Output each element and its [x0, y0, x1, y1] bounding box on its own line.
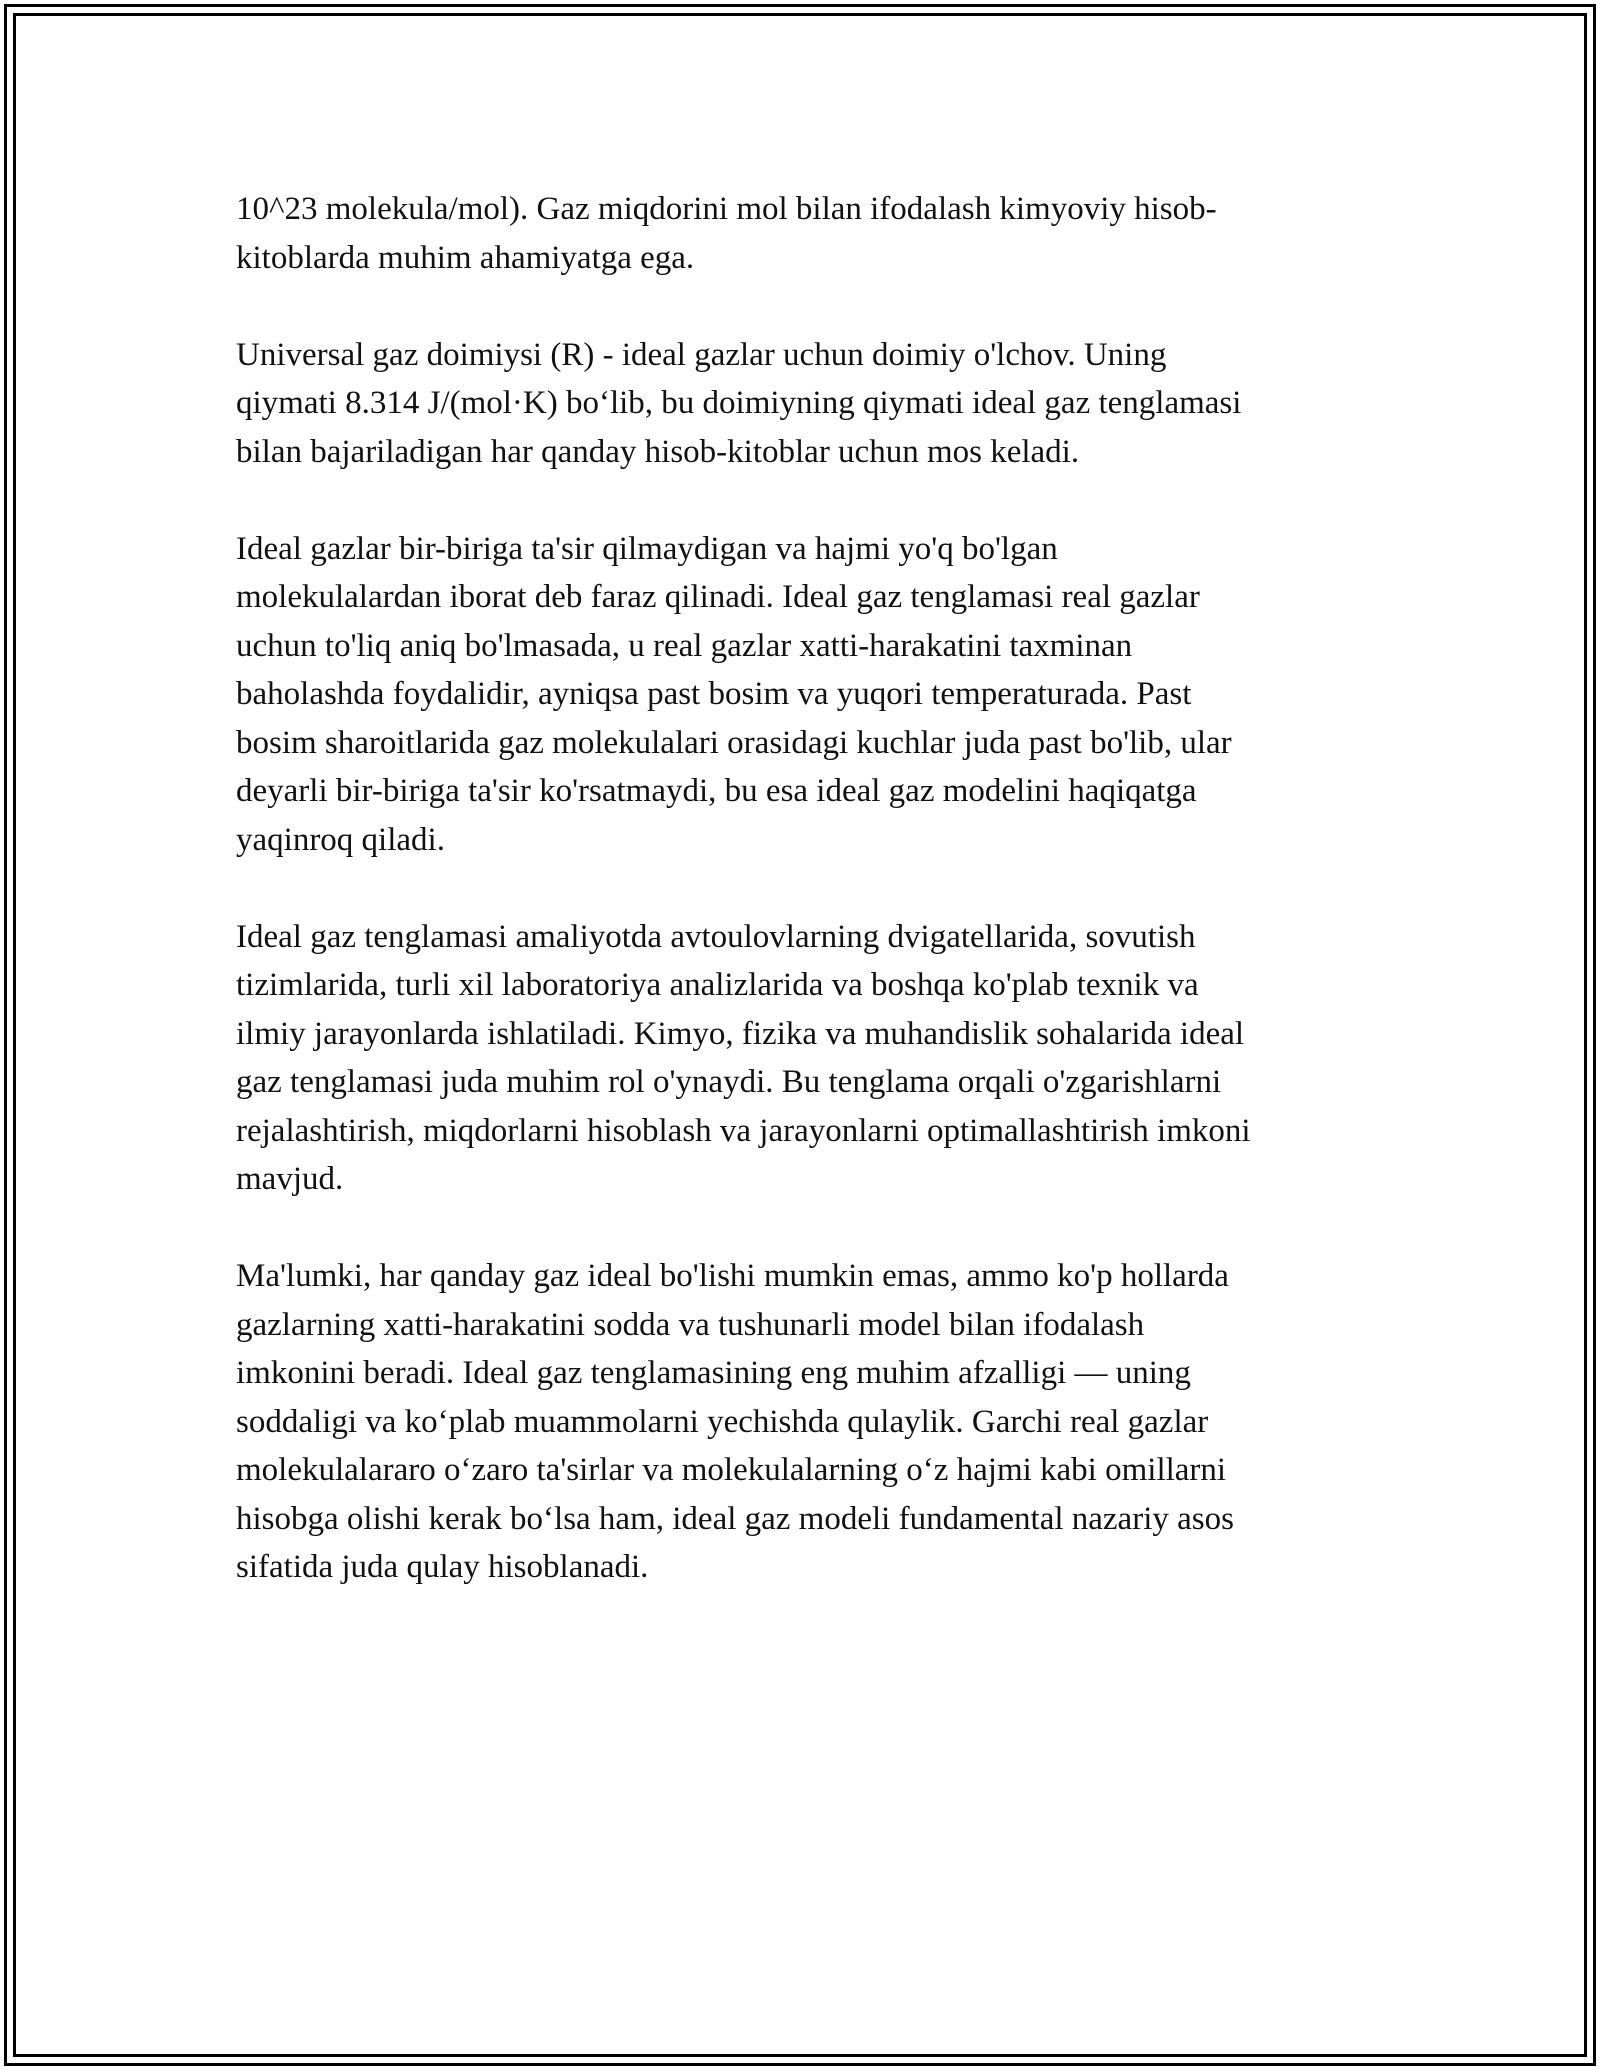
- paragraph-mol-definition: 10^23 molekula/mol). Gaz miqdorini mol bilan ifodalash kimyoviy hisob- kitoblarda muhim ahamiyatga ega.: [236, 191, 1217, 276]
- paragraph-gas-constant: Universal gaz doimiysi (R) - ideal gazlar uchun doimiy o'lchov. Uning qiymati 8.314 J/(mol·K) bo‘lib, bu doimiyning qiymati ideal gaz tenglamasi bilan bajariladigan har qanday hisob-kitoblar uchun mos keladi.: [236, 336, 1242, 470]
- paragraph-ideal-gas-assumptions: Ideal gazlar bir-biriga ta'sir qilmaydigan va hajmi yo'q bo'lgan molekulalardan iborat deb faraz qilinadi. Ideal gaz tenglamasi real gazlar uchun to'liq aniq bo'lmasada, u real gazlar xatti-harakatini taxminan baholashda foydalidir, ayniqsa past bosim va yuqori temperaturada. Past bosim sharoitlarida gaz molekulalari orasidagi kuchlar juda past bo'lib, ular deyarli bir-biriga ta'sir ko'rsatmaydi, bu esa ideal gaz modelini haqiqatga yaqinroq qiladi.: [236, 530, 1232, 858]
- paragraph-applications: Ideal gaz tenglamasi amaliyotda avtoulovlarning dvigatellarida, sovutish tizimlarida, turli xil laboratoriya analizlarida va boshqa ko'plab texnik va ilmiy jarayonlarda ishlatiladi. Kimyo, fizika va muhandislik sohalarida ideal gaz tenglamasi juda muhim rol o'ynaydi. Bu tenglama orqali o'zgarishlarni rejalashtirish, miqdorlarni hisoblash va jarayonlarni optimallashtirish imkoni mavjud.: [236, 918, 1251, 1197]
- paragraph-conclusion: Ma'lumki, har qanday gaz ideal bo'lishi mumkin emas, ammo ko'p hollarda gazlarning xatti-harakatini sodda va tushunarli model bilan ifodalash imkonini beradi. Ideal gaz tenglamasining eng muhim afzalligi — uning soddaligi va ko‘plab muammolarni yechishda qulaylik. Garchi real gazlar molekulalararo o‘zaro ta'sirlar va molekulalarning o‘z hajmi kabi omillarni hisobga olishi kerak bo‘lsa ham, ideal gaz modeli fundamental nazariy asos sifatida juda qulay hisoblanadi.: [236, 1258, 1234, 1585]
- document-body: [236, 185, 1376, 1640]
